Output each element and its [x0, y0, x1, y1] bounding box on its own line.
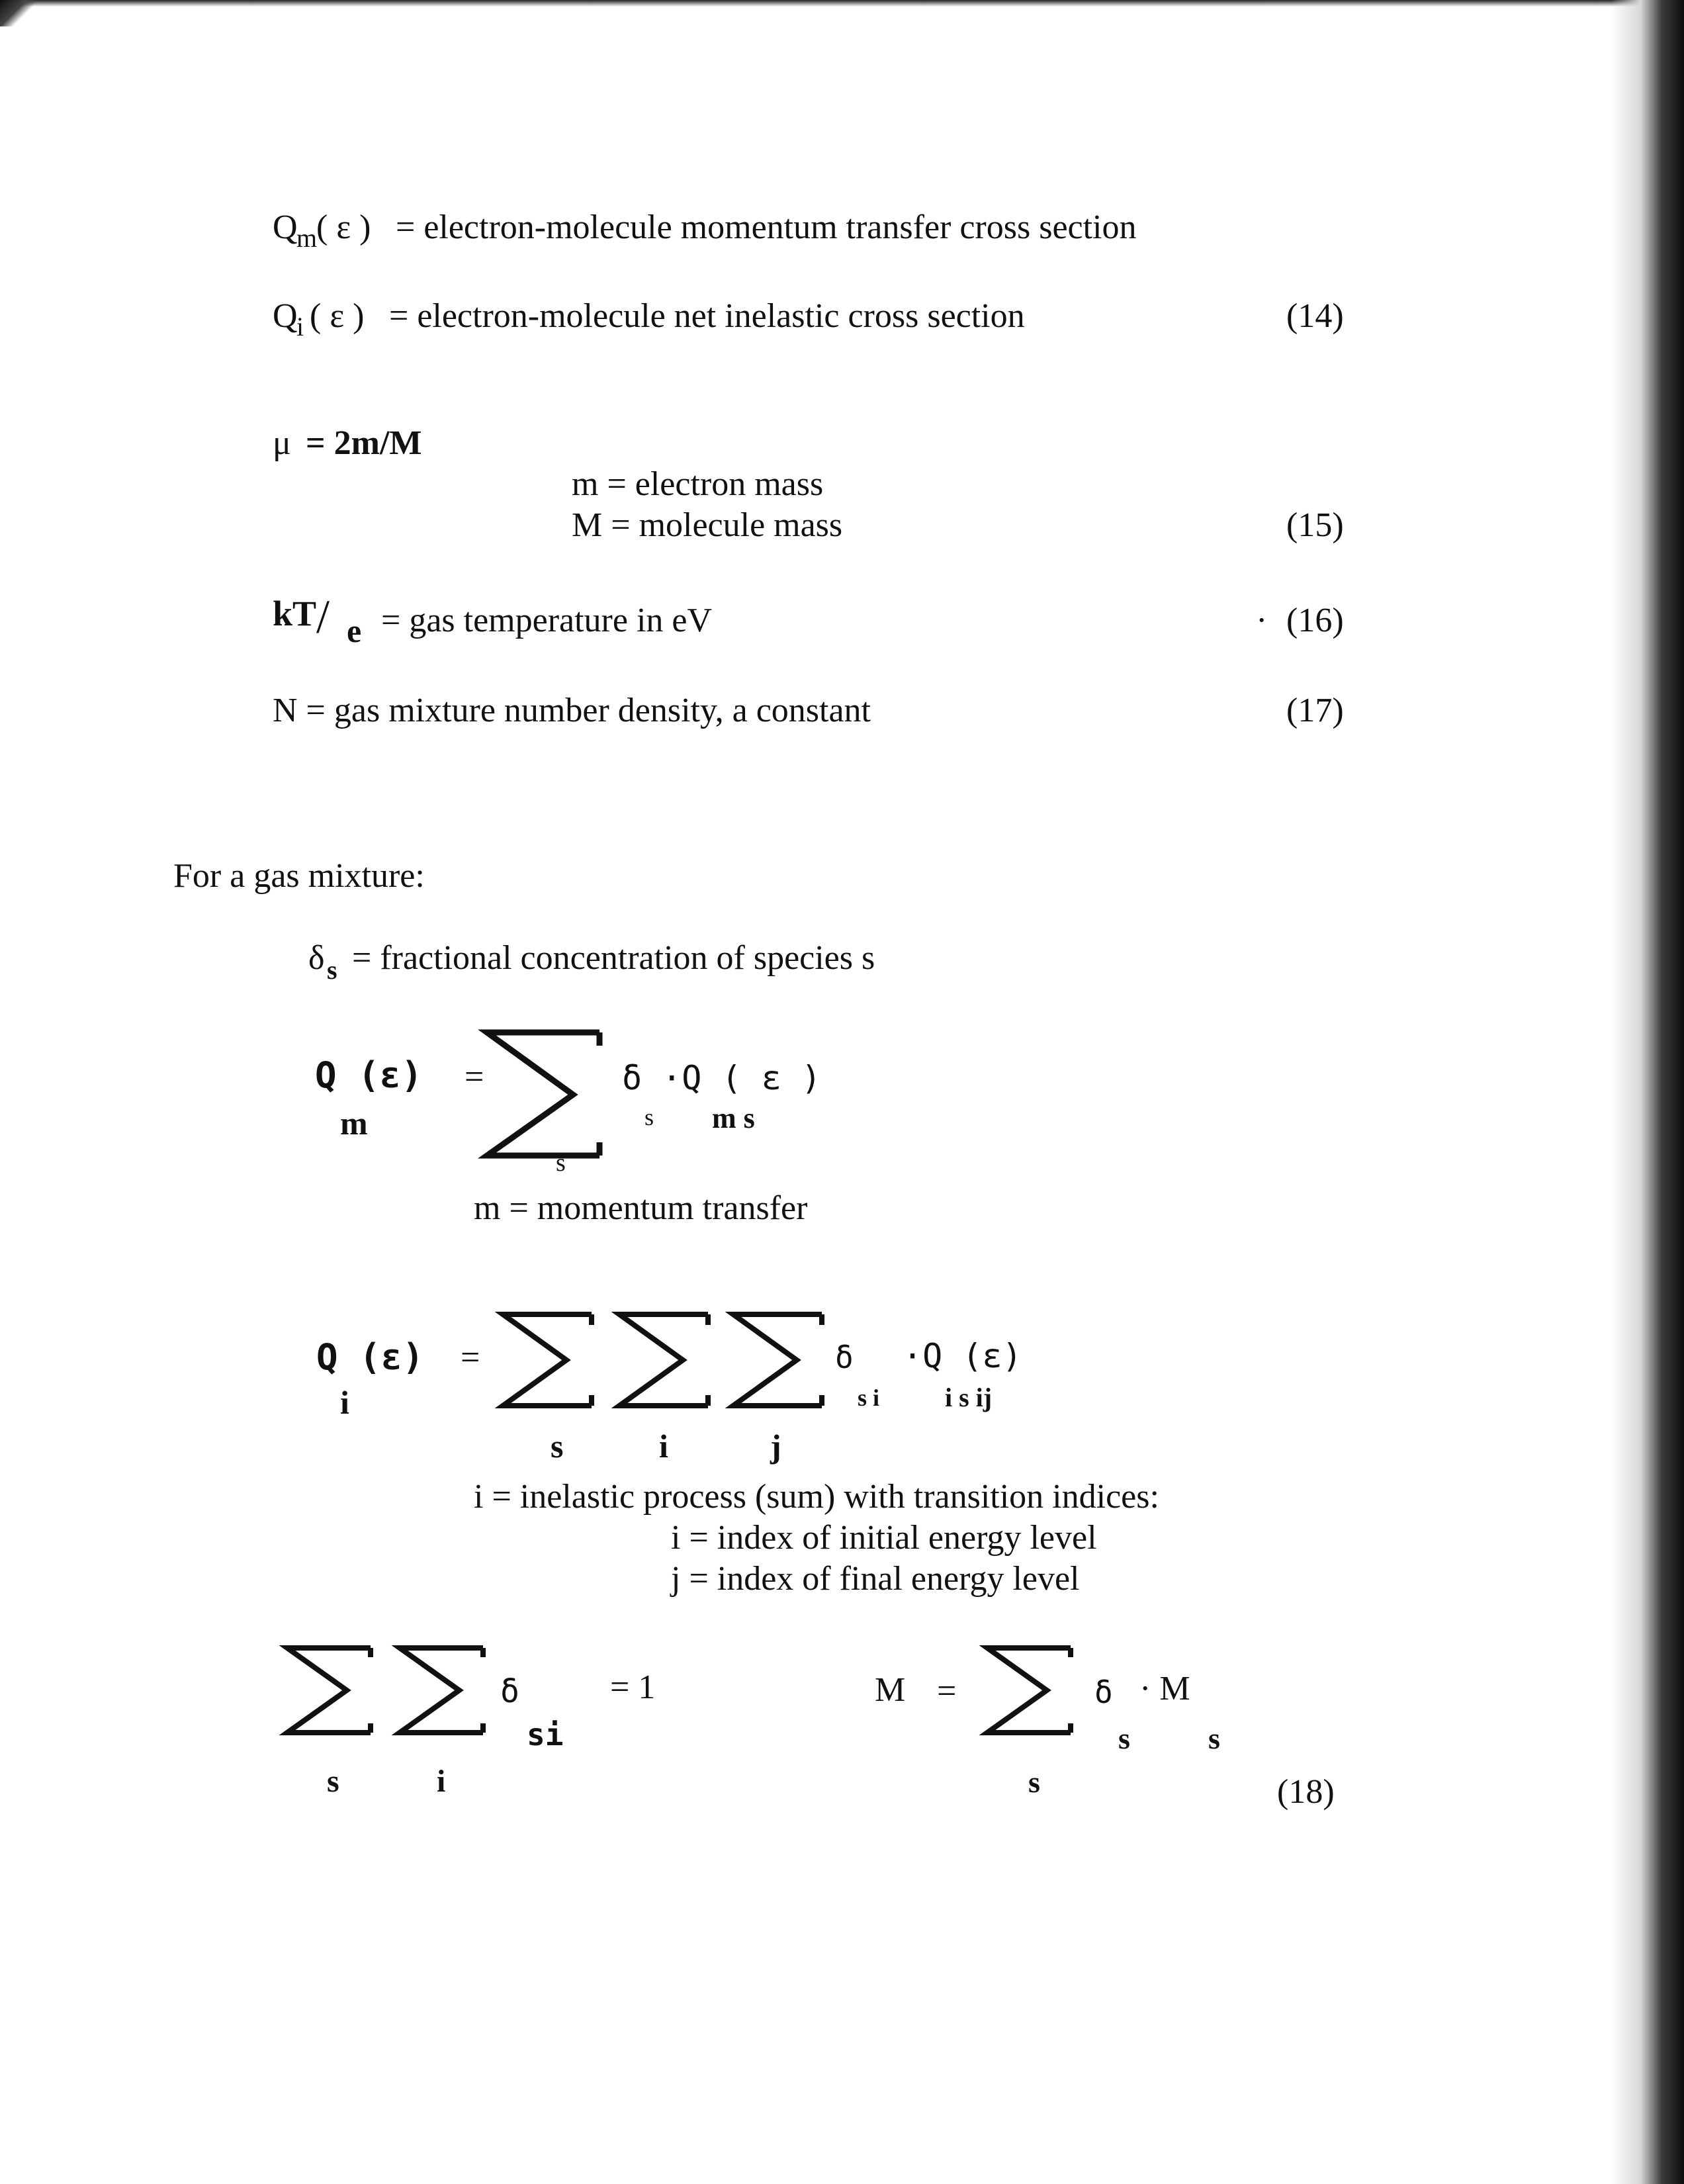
mu-symbol: μ	[273, 424, 291, 462]
mass-sum-index: s	[1028, 1765, 1040, 1799]
qi-sub-isij: i s ij	[945, 1383, 993, 1412]
summation-sign-norm-i	[390, 1644, 490, 1737]
qm-term-sub-ms: m s	[712, 1102, 755, 1134]
qm-term: δ ·Q ( ε )	[622, 1059, 822, 1097]
kt-numerator: kT	[273, 594, 317, 633]
qi-argument: ( ε )	[310, 297, 365, 335]
qi-subscript: i	[296, 312, 304, 341]
qi-note-initial: i = index of initial energy level	[671, 1519, 1097, 1557]
mu-value: = 2m/M	[306, 424, 422, 462]
qi-term-delta: δ	[835, 1340, 854, 1375]
norm-delta: δ	[500, 1673, 519, 1710]
qi-sum-index-j: j	[770, 1428, 781, 1465]
delta-subscript: s	[327, 955, 337, 985]
qm-equals: =	[465, 1058, 484, 1096]
qi-lhs-subscript: i	[340, 1384, 349, 1421]
summation-sign-norm-s	[278, 1644, 377, 1737]
electron-mass-def: m = electron mass	[572, 465, 824, 503]
qm-symbol: Q	[273, 208, 298, 246]
delta-symbol: δ	[308, 939, 325, 977]
stray-mark: ·	[1256, 602, 1268, 639]
qm-argument: ( ε )	[316, 208, 371, 246]
norm-sum-index-s: s	[327, 1764, 339, 1799]
qm-term-sub-s: s	[644, 1104, 654, 1130]
qi-term-q: ·Q (ε)	[903, 1337, 1022, 1375]
qi-lhs: Q (ε)	[316, 1336, 424, 1378]
qm-description: = electron-molecule momentum transfer cross section	[396, 208, 1137, 246]
norm-rhs: = 1	[610, 1668, 656, 1706]
equation-number-15: (15)	[1286, 506, 1344, 544]
mass-sub-s2: s	[1208, 1721, 1220, 1755]
qm-note: m = momentum transfer	[474, 1189, 808, 1227]
qm-subscript: m	[296, 223, 318, 253]
mass-sub-s1: s	[1118, 1721, 1130, 1755]
kt-denominator: e	[347, 612, 362, 649]
mass-lhs: M	[875, 1671, 906, 1709]
scan-right-edge	[1611, 0, 1684, 2184]
kt-slash: /	[316, 590, 330, 643]
scan-corner-shadow	[0, 0, 40, 26]
mass-delta: δ	[1094, 1674, 1113, 1710]
delta-description: = fractional concentration of species s	[352, 939, 875, 977]
qi-sub-si: s i	[858, 1385, 880, 1411]
summation-sign-mass	[978, 1644, 1077, 1737]
summation-sign-i	[609, 1310, 715, 1410]
mass-dot-m: · M	[1139, 1670, 1190, 1707]
equation-number-17: (17)	[1286, 692, 1344, 729]
qi-note-final: j = index of final energy level	[671, 1560, 1080, 1598]
summation-sign-s	[492, 1310, 598, 1410]
equation-number-16: (16)	[1286, 602, 1344, 639]
summation-sign	[474, 1028, 606, 1161]
mass-equals: =	[937, 1672, 957, 1710]
gas-mixture-heading: For a gas mixture:	[173, 857, 425, 895]
qi-sum-index-s: s	[551, 1428, 564, 1465]
scan-top-edge	[0, 0, 1684, 7]
molecule-mass-def: M = molecule mass	[572, 506, 843, 544]
norm-sub-si: si	[527, 1717, 564, 1752]
summation-sign-j	[723, 1310, 828, 1410]
norm-sum-index-i: i	[437, 1764, 446, 1799]
qi-symbol: Q	[273, 297, 298, 335]
equation-number-14: (14)	[1286, 297, 1344, 335]
qm-lhs: Q (ε)	[315, 1054, 423, 1096]
qi-description: = electron-molecule net inelastic cross section	[389, 297, 1025, 335]
kt-description: = gas temperature in eV	[381, 602, 713, 639]
qi-equals: =	[461, 1339, 480, 1377]
qi-sum-index-i: i	[659, 1428, 668, 1465]
qm-lhs-subscript: m	[340, 1105, 368, 1142]
qm-sum-index: s	[556, 1149, 566, 1177]
equation-number-18: (18)	[1277, 1773, 1335, 1811]
qi-note: i = inelastic process (sum) with transition indices:	[474, 1478, 1159, 1516]
n-description: N = gas mixture number density, a constant	[273, 692, 871, 729]
